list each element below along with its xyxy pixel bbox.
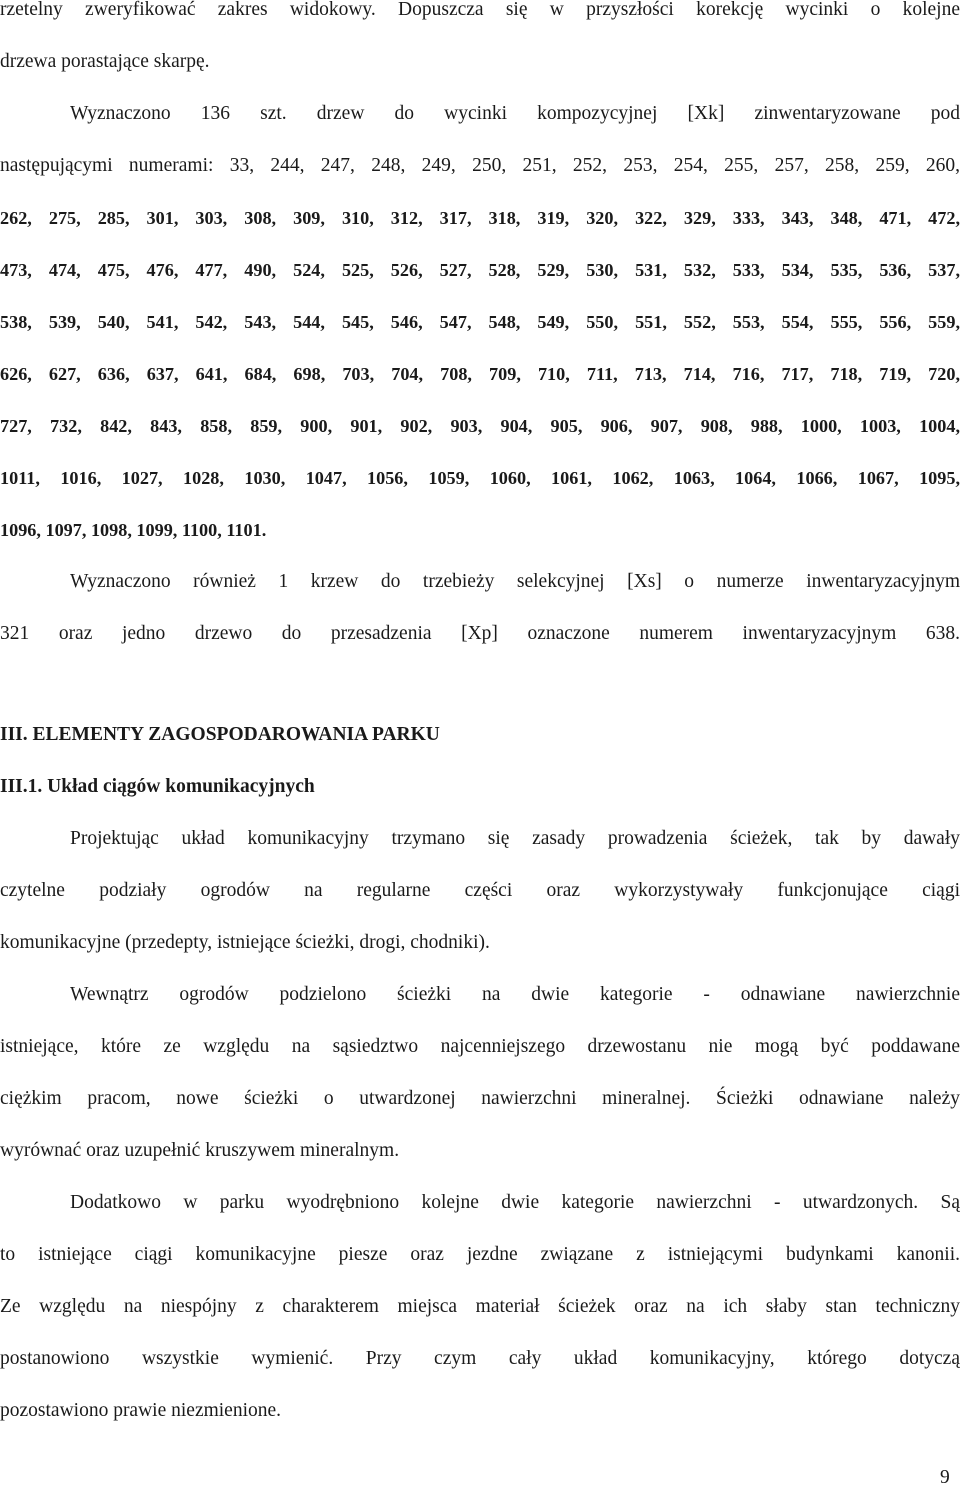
text-line: istniejące, które ze względu na sąsiedztwo najcenniejszego drzewostanu nie mogą być poddawane: [0, 1036, 960, 1057]
text-line: Dodatkowo w parku wyodrębniono kolejne dwie kategorie nawierzchni - utwardzonych. Są: [70, 1192, 960, 1213]
numbers-line: 262, 275, 285, 301, 303, 308, 309, 310, 312, 317, 318, 319, 320, 322, 329, 333, 343, 348, 471, 472,: [0, 208, 960, 228]
text-line: wyrównać oraz uzupełnić kruszywem mineralnym.: [0, 1140, 400, 1161]
text-line: 321 oraz jedno drzewo do przesadzenia [Xp] oznaczone numerem inwentaryzacyjnym 638.: [0, 623, 960, 644]
text-line: pozostawiono prawie niezmienione.: [0, 1400, 282, 1421]
section-heading: III. ELEMENTY ZAGOSPODAROWANIA PARKU: [0, 724, 440, 745]
numbers-line: 1011, 1016, 1027, 1028, 1030, 1047, 1056, 1059, 1060, 1061, 1062, 1063, 1064, 1066, 1067, 1095,: [0, 468, 960, 488]
text-line: postanowiono wszystkie wymienić. Przy czym cały układ komunikacyjny, którego dotyczą: [0, 1348, 960, 1369]
text-line: następującymi numerami: 33, 244, 247, 248, 249, 250, 251, 252, 253, 254, 255, 257, 258, 259, 260,: [0, 155, 960, 176]
numbers-line: 1096, 1097, 1098, 1099, 1100, 1101.: [0, 520, 267, 540]
numbers-line: 538, 539, 540, 541, 542, 543, 544, 545, 546, 547, 548, 549, 550, 551, 552, 553, 554, 555, 556, 559,: [0, 312, 960, 332]
numbers-line: 727, 732, 842, 843, 858, 859, 900, 901, 902, 903, 904, 905, 906, 907, 908, 988, 1000, 1003, 1004,: [0, 416, 960, 436]
text-line: Wyznaczono również 1 krzew do trzebieży selekcyjnej [Xs] o numerze inwentaryzacyjnym: [70, 571, 960, 592]
text-line: Wewnątrz ogrodów podzielono ścieżki na dwie kategorie - odnawiane nawierzchnie: [70, 984, 960, 1005]
text-line: Projektując układ komunikacyjny trzymano się zasady prowadzenia ścieżek, tak by dawały: [70, 828, 960, 849]
text-line: czytelne podziały ogrodów na regularne części oraz wykorzystywały funkcjonujące ciągi: [0, 880, 960, 901]
numbers-line: 626, 627, 636, 637, 641, 684, 698, 703, 704, 708, 709, 710, 711, 713, 714, 716, 717, 718, 719, 720,: [0, 364, 960, 384]
text-line: rzetelny zweryfikować zakres widokowy. Dopuszcza się w przyszłości korekcję wycinki o kolejne: [0, 0, 960, 20]
text-line: Wyznaczono 136 szt. drzew do wycinki kompozycyjnej [Xk] zinwentaryzowane pod: [70, 103, 960, 124]
text-line: ciężkim pracom, nowe ścieżki o utwardzonej nawierzchni mineralnej. Ścieżki odnawiane należy: [0, 1088, 960, 1109]
text-line: Ze względu na niespójny z charakterem miejsca materiał ścieżek oraz na ich słaby stan techniczny: [0, 1296, 960, 1317]
subsection-heading: III.1. Układ ciągów komunikacyjnych: [0, 776, 315, 797]
text-line: drzewa porastające skarpę.: [0, 51, 210, 72]
numbers-line: 473, 474, 475, 476, 477, 490, 524, 525, 526, 527, 528, 529, 530, 531, 532, 533, 534, 535, 536, 537,: [0, 260, 960, 280]
page-number: 9: [940, 1467, 950, 1488]
text-line: to istniejące ciągi komunikacyjne piesze oraz jezdne związane z istniejącymi budynkami kanonii.: [0, 1244, 960, 1265]
text-line: komunikacyjne (przedepty, istniejące ścieżki, drogi, chodniki).: [0, 932, 490, 953]
